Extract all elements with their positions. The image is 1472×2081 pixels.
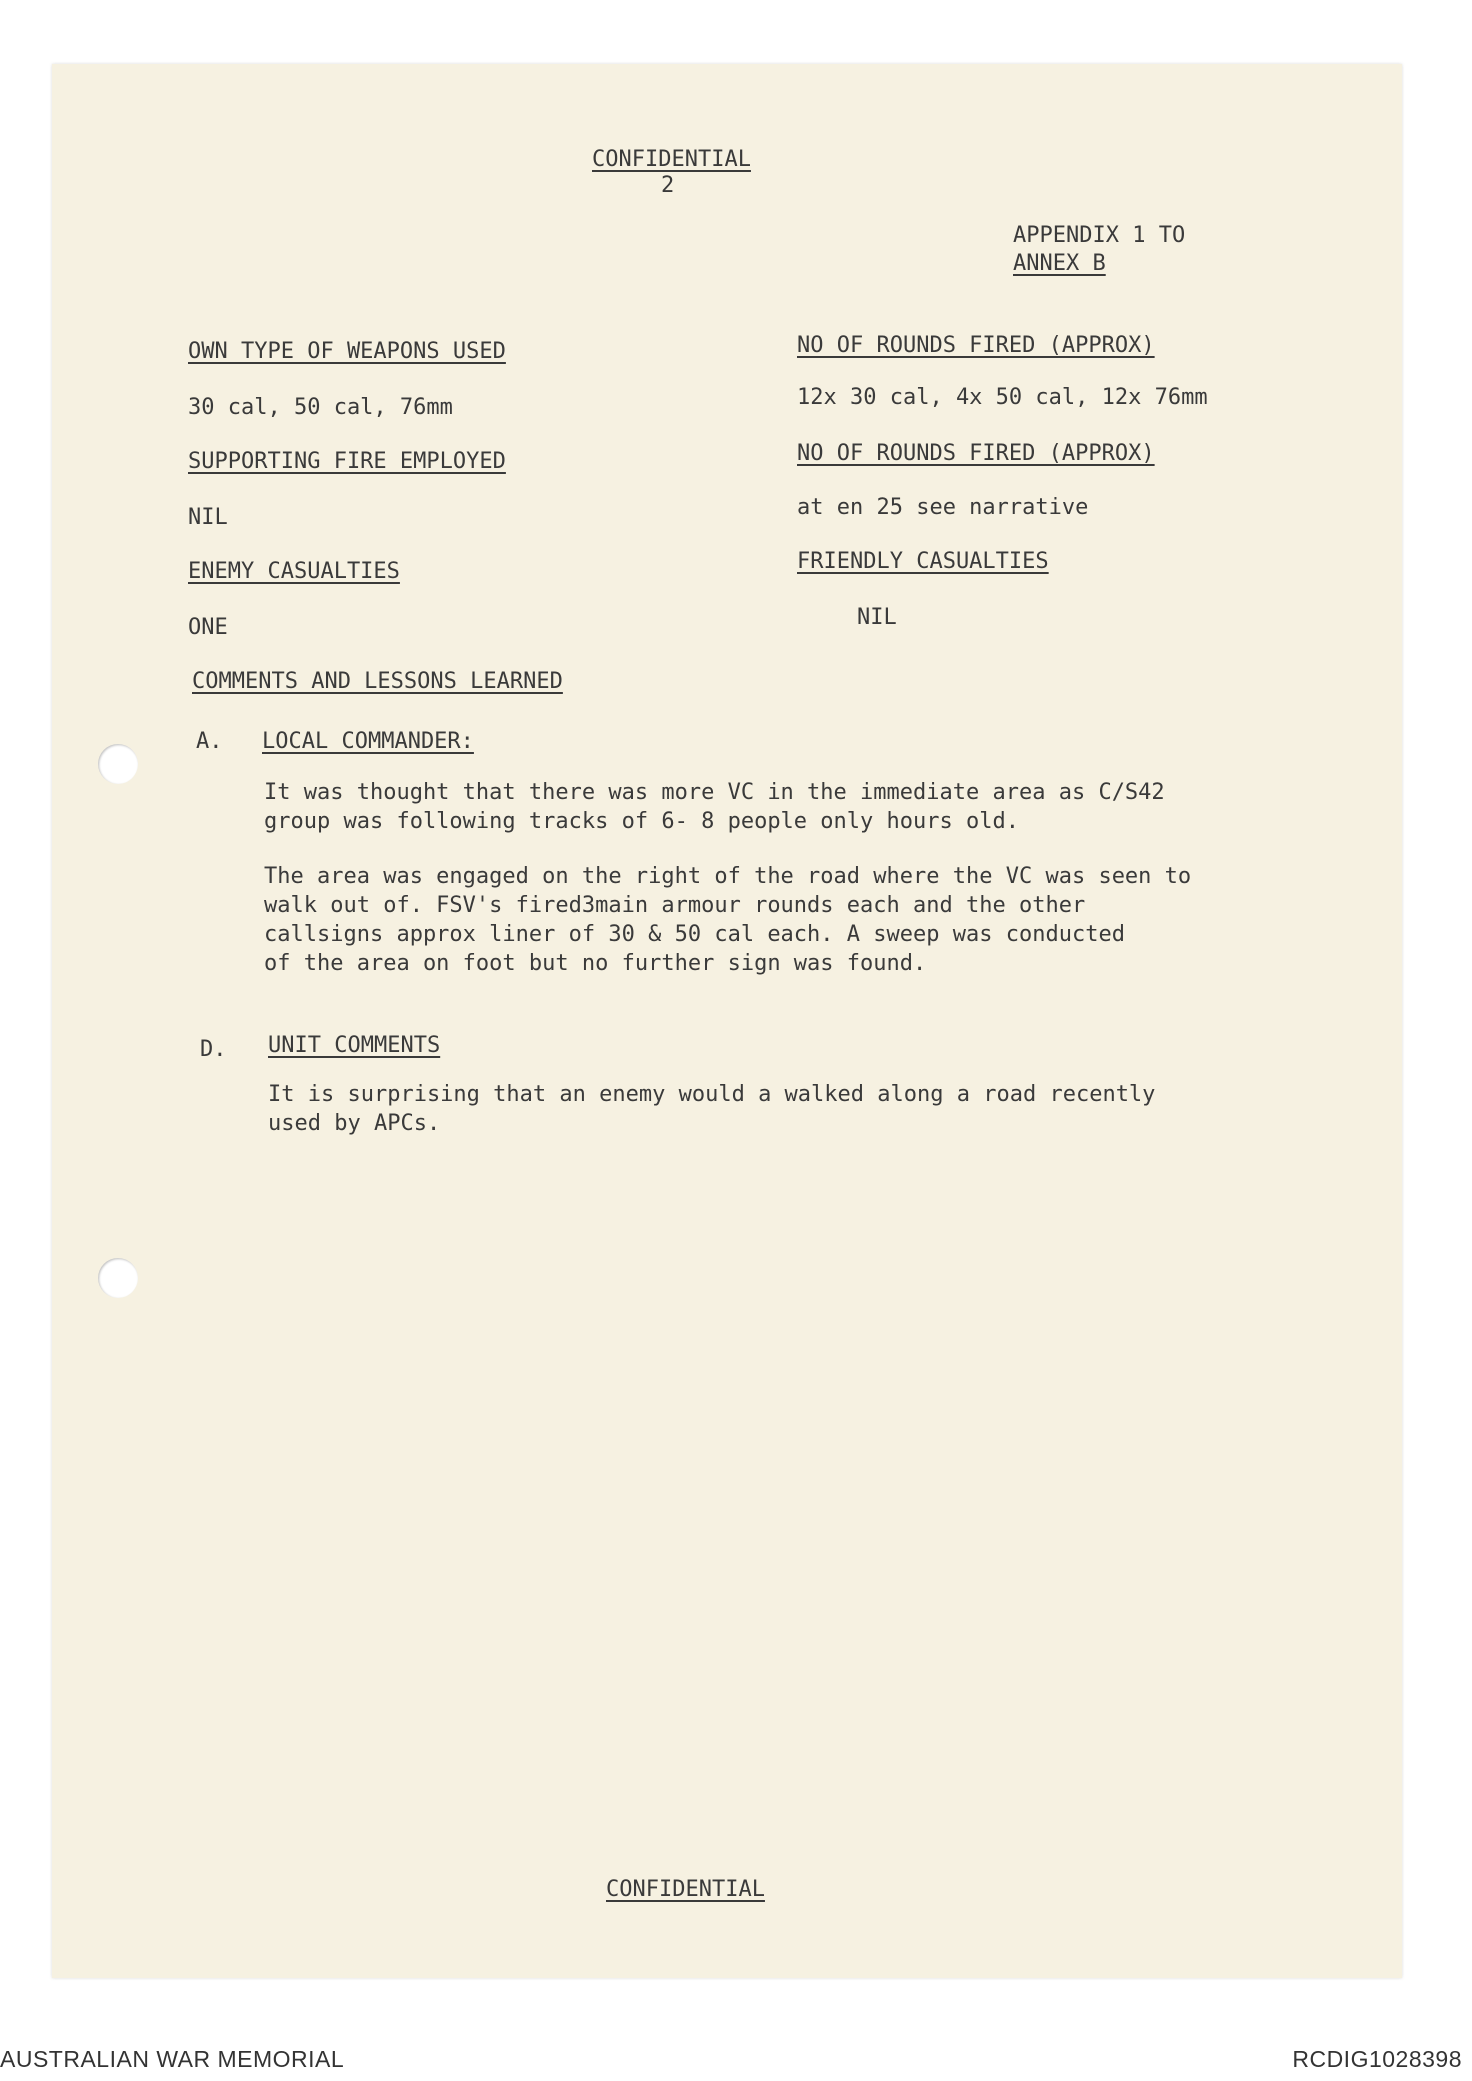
appendix-reference-line1: APPENDIX 1 TO — [1013, 223, 1186, 248]
supporting-fire-value: NIL — [188, 505, 228, 530]
section-a-paragraph-2: The area was engaged on the right of the road where the VC was seen to walk out of. FSV's fired3main armour rounds each and the other callsigns approx liner of 30 & 50 cal each. A sweep was conducted of the area on foot but no further sign was found. — [264, 864, 1192, 976]
header-classification: CONFIDENTIAL — [592, 147, 751, 172]
rounds-fired-value-1: 12x 30 cal, 4x 50 cal, 12x 76mm — [797, 385, 1208, 410]
friendly-casualties-heading: FRIENDLY CASUALTIES — [797, 549, 1049, 574]
section-d-title: UNIT COMMENTS — [268, 1033, 441, 1058]
punch-hole-lower — [98, 1258, 138, 1298]
comments-heading: COMMENTS AND LESSONS LEARNED — [192, 669, 563, 694]
supporting-fire-heading: SUPPORTING FIRE EMPLOYED — [188, 449, 506, 474]
rounds-fired-heading-2: NO OF ROUNDS FIRED (APPROX) — [797, 441, 1155, 466]
section-a-letter: A. — [196, 729, 223, 754]
archive-reference: RCDIG1028398 — [1292, 2046, 1462, 2072]
archive-institution: AUSTRALIAN WAR MEMORIAL — [0, 2046, 345, 2072]
enemy-casualties-value: ONE — [188, 615, 228, 640]
rounds-fired-heading-1: NO OF ROUNDS FIRED (APPROX) — [797, 333, 1155, 358]
weapons-used-heading: OWN TYPE OF WEAPONS USED — [188, 339, 506, 364]
enemy-casualties-heading: ENEMY CASUALTIES — [188, 559, 400, 584]
footer-classification: CONFIDENTIAL — [606, 1877, 765, 1902]
punch-hole-upper — [98, 744, 138, 784]
weapons-used-value: 30 cal, 50 cal, 76mm — [188, 395, 453, 420]
section-a-paragraph-1: It was thought that there was more VC in the immediate area as C/S42 group was following tracks of 6- 8 people only hours old. — [264, 780, 1165, 834]
section-d-letter: D. — [200, 1037, 227, 1062]
friendly-casualties-value: NIL — [857, 605, 897, 630]
appendix-reference-line2: ANNEX B — [1013, 251, 1106, 276]
rounds-fired-value-2: at en 25 see narrative — [797, 495, 1089, 520]
section-a-title: LOCAL COMMANDER: — [262, 729, 474, 754]
section-d-paragraph: It is surprising that an enemy would a walked along a road recently used by APCs. — [268, 1082, 1156, 1136]
page-number: 2 — [661, 173, 675, 198]
